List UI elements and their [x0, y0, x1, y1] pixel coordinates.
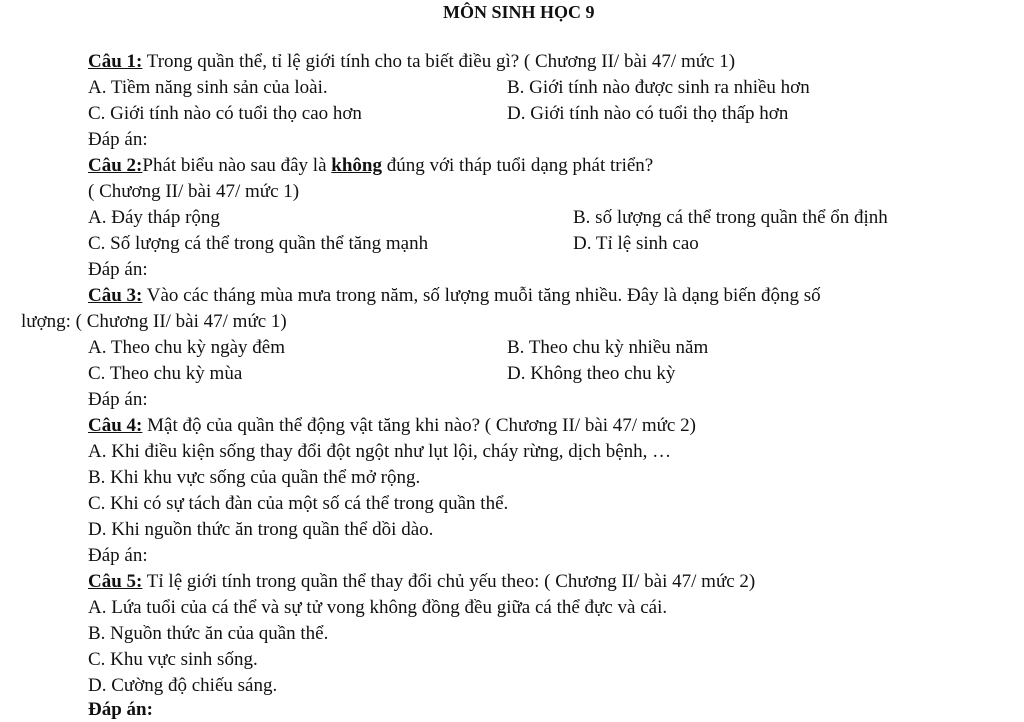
q4-option-b: B. Khi khu vực sống của quần thể mở rộng.: [88, 467, 421, 488]
question-3-line1: Vào các tháng mùa mưa trong năm, số lượng muỗi tăng nhiều. Đây là dạng biến động số: [142, 285, 821, 306]
q4-option-d: D. Khi nguồn thức ăn trong quần thể dồi dào.: [88, 519, 434, 540]
question-2: [88, 154, 653, 178]
q5-answer-label: Đáp án:: [88, 699, 153, 720]
question-3: [88, 284, 821, 308]
q5-option-c: C. Khu vực sinh sống.: [88, 649, 258, 670]
q3-option-b: B. Theo chu kỳ nhiều năm: [507, 337, 709, 358]
question-2-label: Câu 2:: [88, 155, 143, 176]
question-5: [88, 570, 755, 594]
question-5-label: Câu 5:: [88, 571, 143, 592]
question-2-emphasis: không: [331, 155, 382, 176]
question-2-text-before: Phát biểu nào sau đây là: [142, 155, 332, 176]
q3-option-c: C. Theo chu kỳ mùa: [88, 363, 243, 384]
q1-option-d: D. Giới tính nào có tuổi thọ thấp hơn: [507, 103, 789, 124]
question-5-text: Tỉ lệ giới tính trong quần thể thay đổi chủ yếu theo: ( Chương II/ bài 47/ mức 2): [142, 571, 756, 592]
q1-option-b: B. Giới tính nào được sinh ra nhiều hơn: [507, 77, 810, 98]
q1-answer-label: Đáp án:: [88, 129, 148, 150]
q4-option-a: A. Khi điều kiện sống thay đổi đột ngột như lụt lội, cháy rừng, dịch bệnh, …: [88, 441, 672, 462]
q1-option-c: C. Giới tính nào có tuổi thọ cao hơn: [88, 103, 362, 124]
question-2-text-after: đúng với tháp tuổi dạng phát triển?: [381, 155, 654, 176]
q2-option-d: D. Tỉ lệ sinh cao: [573, 233, 699, 254]
q3-option-a: A. Theo chu kỳ ngày đêm: [88, 337, 285, 358]
question-1-label: Câu 1:: [88, 51, 143, 72]
q1-option-a: A. Tiềm năng sinh sản của loài.: [88, 77, 328, 98]
q2-option-a: A. Đáy tháp rộng: [88, 207, 220, 228]
question-1-text: Trong quần thể, tỉ lệ giới tính cho ta biết điều gì? ( Chương II/ bài 47/ mức 1): [142, 51, 736, 72]
question-3-label: Câu 3:: [88, 285, 143, 306]
question-4-label: Câu 4:: [88, 415, 143, 436]
q2-option-c: C. Số lượng cá thể trong quần thể tăng mạnh: [88, 233, 429, 254]
q3-answer-label: Đáp án:: [88, 389, 148, 410]
question-4: [88, 414, 696, 438]
question-4-text: Mật độ của quần thể động vật tăng khi nào? ( Chương II/ bài 47/ mức 2): [142, 415, 696, 436]
q2-option-b: B. số lượng cá thể trong quần thể ổn định: [573, 207, 888, 228]
question-1: [88, 50, 735, 74]
q5-option-d: D. Cường độ chiếu sáng.: [88, 675, 278, 696]
q3-option-d: D. Không theo chu kỳ: [507, 363, 676, 384]
page-title: MÔN SINH HỌC 9: [443, 2, 595, 22]
question-3-line2: lượng: ( Chương II/ bài 47/ mức 1): [21, 311, 287, 332]
q4-option-c: C. Khi có sự tách đàn của một số cá thể trong quần thể.: [88, 493, 509, 514]
q2-answer-label: Đáp án:: [88, 259, 148, 280]
q5-option-b: B. Nguồn thức ăn của quần thể.: [88, 623, 329, 644]
q5-option-a: A. Lứa tuổi của cá thể và sự tử vong không đồng đều giữa cá thể đực và cái.: [88, 597, 668, 618]
q4-answer-label: Đáp án:: [88, 545, 148, 566]
question-2-ref: ( Chương II/ bài 47/ mức 1): [88, 181, 300, 202]
